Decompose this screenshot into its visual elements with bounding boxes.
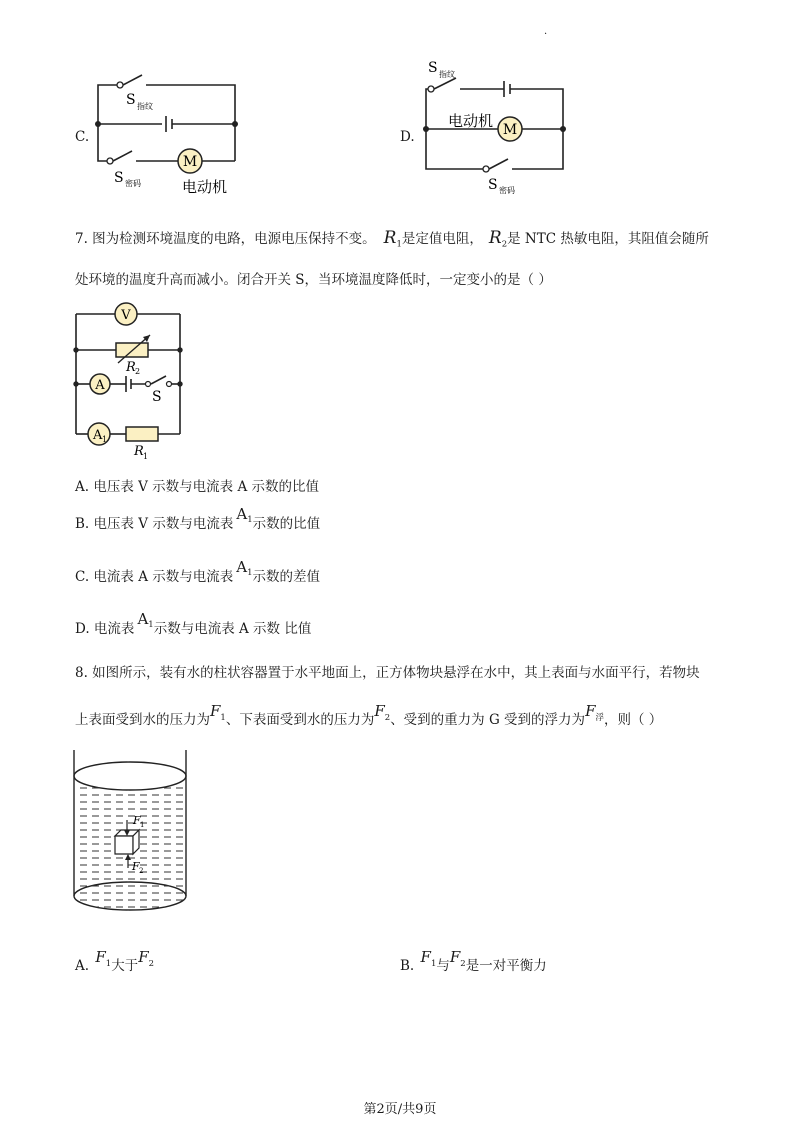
q8-option-b-mid: 与: [436, 958, 450, 974]
motor-letter: M: [502, 122, 518, 138]
q8-stem-line1: 8. 如图所示，装有水的柱状容器置于水平地面上，正方体物块悬浮在水中，其上表面与水面平行，若物块: [75, 665, 700, 681]
switch-fingerprint-label: S: [428, 60, 438, 76]
f2-symbol: F: [138, 948, 149, 966]
page-footer: 第2页/共9页: [363, 1102, 437, 1117]
f2-symbol: F: [374, 702, 385, 720]
r2-label: R: [126, 360, 136, 375]
ammeter1-symbol: A: [93, 428, 103, 443]
switch-password-label: S: [488, 177, 498, 193]
switch-fingerprint-sub: 指纹: [439, 70, 455, 79]
f2-sub: 2: [384, 712, 391, 723]
q8-option-a: [75, 948, 155, 981]
f2-label: F: [132, 860, 140, 873]
r1-sub: 1: [396, 239, 402, 250]
q7-option-b: [75, 505, 321, 539]
q7-option-a: A. 电压表 V 示数与电流表 A 示数的比值: [75, 479, 319, 495]
q8-option-a-letter: A.: [75, 958, 90, 974]
q7-option-c-post: 示数的差值: [252, 569, 321, 585]
q7-stem-part-c: 是 NTC 热敏电阻，其阻值会随所: [507, 231, 709, 247]
q8-container-figure: [66, 744, 196, 930]
q8-option-b: [400, 948, 547, 981]
f1-sub: 1: [105, 958, 112, 969]
motor-letter: M: [182, 154, 198, 170]
q8-stem-part-b: 、下表面受到水的压力为: [225, 712, 375, 728]
q6-option-d-circuit: [418, 56, 578, 196]
q7-stem-line1: [75, 229, 709, 254]
q6-option-c-letter: C.: [75, 129, 90, 145]
r2-label-sub: 2: [135, 367, 141, 376]
switch-s-label: S: [152, 389, 162, 405]
voltmeter-symbol: V: [121, 308, 131, 323]
q7-option-d-pre: D. 电流表: [75, 621, 135, 637]
switch-fingerprint-sub: 指纹: [137, 102, 153, 111]
q8-option-b-post: 是一对平衡力: [465, 958, 547, 974]
motor-label: 电动机: [448, 112, 494, 130]
q8-stem-part-c: 、受到的重力为 G 受到的浮力为: [390, 712, 586, 728]
f2-sub: 2: [148, 958, 155, 969]
q8-option-a-mid: 大于: [111, 958, 139, 974]
f1-symbol: F: [95, 948, 106, 966]
ammeter1-sub: 1: [148, 619, 154, 630]
q8-stem-line2: [75, 702, 663, 735]
r1-label-sub: 1: [143, 452, 149, 461]
top-mark: .: [544, 26, 548, 37]
motor-label: 电动机: [182, 178, 228, 196]
f1-sub: 1: [430, 958, 437, 969]
q7-stem-part-a: 7. 图为检测环境温度的电路，电源电压保持不变。: [75, 231, 376, 247]
f-buoyant-symbol: F: [585, 702, 596, 720]
switch-password-label: S: [114, 170, 124, 186]
ammeter-symbol: A: [95, 378, 105, 393]
q8-stem-part-d: ，则（ ）: [604, 712, 663, 728]
q7-circuit: [68, 298, 193, 466]
q7-option-b-pre: B. 电压表 V 示数与电流表: [75, 516, 234, 532]
q7-option-b-post: 示数的比值: [252, 516, 321, 532]
q7-option-c-pre: C. 电流表 A 示数与电流表: [75, 569, 234, 585]
switch-password-sub: 密码: [499, 186, 515, 195]
ammeter1-sub: 1: [247, 567, 253, 578]
f1-label: F: [133, 814, 141, 827]
q8-option-b-letter: B.: [400, 958, 415, 974]
r2-symbol: R: [488, 228, 502, 248]
ammeter1-symbol: A: [236, 558, 248, 576]
q7-stem-line2: 处环境的温度升高而减小。闭合开关 S，当环境温度降低时，一定变小的是（ ）: [75, 272, 552, 288]
f-buoyant-sub: 浮: [595, 712, 604, 723]
q7-option-d: [75, 610, 312, 644]
f1-sub: 1: [220, 712, 226, 723]
f1-symbol: F: [210, 702, 221, 720]
switch-password-sub: 密码: [125, 179, 141, 188]
switch-fingerprint-label: S: [126, 92, 136, 108]
q6-option-c-circuit: [90, 66, 250, 196]
ammeter1-sub: 1: [247, 514, 253, 525]
f1-symbol: F: [420, 948, 431, 966]
ammeter1-symbol: A: [236, 505, 248, 523]
f2-symbol: F: [449, 948, 461, 966]
q7-option-c: [75, 558, 321, 592]
f2-label-sub: 2: [139, 867, 144, 875]
q6-option-d-letter: D.: [400, 129, 415, 145]
ammeter1-symbol: A: [137, 610, 149, 628]
r1-label: R: [134, 444, 144, 459]
f2-sub: 2: [460, 958, 466, 969]
q7-option-d-post: 示数与电流表 A 示数 比值: [153, 621, 312, 637]
q7-stem-part-b: 是定值电阻，: [401, 231, 483, 247]
r2-sub: 2: [501, 239, 508, 250]
q8-stem-part-a: 上表面受到水的压力为: [75, 712, 210, 728]
r1-symbol: R: [383, 228, 397, 248]
f1-label-sub: 1: [140, 821, 145, 829]
ammeter1-sub: 1: [102, 435, 108, 444]
